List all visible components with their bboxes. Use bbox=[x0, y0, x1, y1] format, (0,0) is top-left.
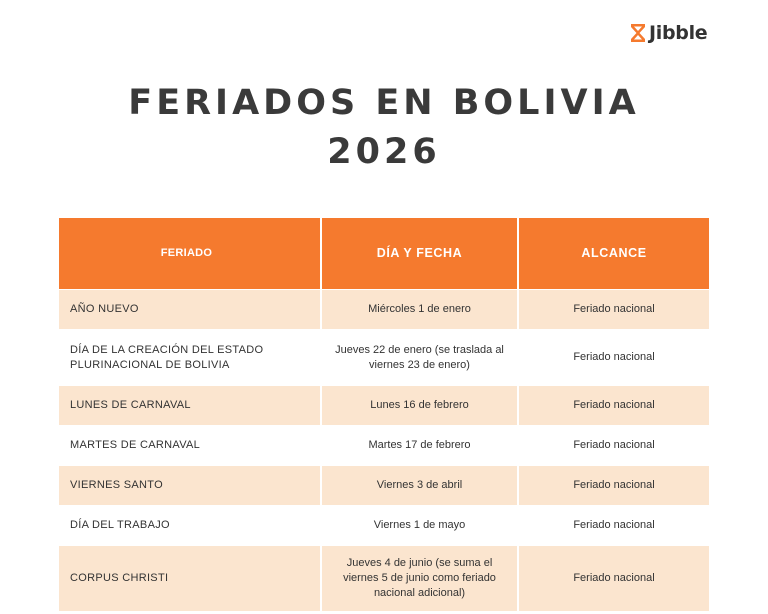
table-cell-fecha: Viernes 1 de mayo bbox=[320, 506, 517, 546]
jibble-logo bbox=[630, 22, 707, 44]
table-cell-feriado: VIERNES SANTO bbox=[59, 466, 320, 506]
holidays-table bbox=[59, 218, 709, 612]
column-header-fecha: DÍA Y FECHA bbox=[320, 218, 517, 290]
table-cell-fecha: Miércoles 1 de enero bbox=[320, 290, 517, 330]
table-cell-fecha: Jueves 4 de junio (se suma el viernes 5 de junio como feriado nacional adicional) bbox=[320, 546, 517, 612]
hourglass-icon bbox=[630, 23, 646, 43]
table-cell-feriado: MARTES DE CARNAVAL bbox=[59, 426, 320, 466]
table-cell-alcance: Feriado nacional bbox=[517, 506, 709, 546]
table-cell-alcance: Feriado nacional bbox=[517, 466, 709, 506]
table-cell-feriado: LUNES DE CARNAVAL bbox=[59, 386, 320, 426]
table-cell-alcance: Feriado nacional bbox=[517, 426, 709, 466]
table-cell-feriado: DÍA DE LA CREACIÓN DEL ESTADO PLURINACIONAL DE BOLIVIA bbox=[59, 330, 320, 386]
column-header-alcance: ALCANCE bbox=[517, 218, 709, 290]
table-cell-feriado: CORPUS CHRISTI bbox=[59, 546, 320, 612]
table-cell-fecha: Jueves 22 de enero (se traslada al viernes 23 de enero) bbox=[320, 330, 517, 386]
page-title: FERIADOS EN BOLIVIA bbox=[128, 83, 640, 123]
column-header-feriado: FERIADO bbox=[59, 218, 320, 290]
table-cell-alcance: Feriado nacional bbox=[517, 546, 709, 612]
brand-name: Jibble bbox=[649, 22, 708, 44]
table-cell-fecha: Martes 17 de febrero bbox=[320, 426, 517, 466]
table-cell-fecha: Lunes 16 de febrero bbox=[320, 386, 517, 426]
table-cell-alcance: Feriado nacional bbox=[517, 386, 709, 426]
table-cell-fecha: Viernes 3 de abril bbox=[320, 466, 517, 506]
page-title-year: 2026 bbox=[327, 132, 441, 172]
table-cell-feriado: AÑO NUEVO bbox=[59, 290, 320, 330]
table-cell-feriado: DÍA DEL TRABAJO bbox=[59, 506, 320, 546]
table-cell-alcance: Feriado nacional bbox=[517, 330, 709, 386]
table-cell-alcance: Feriado nacional bbox=[517, 290, 709, 330]
